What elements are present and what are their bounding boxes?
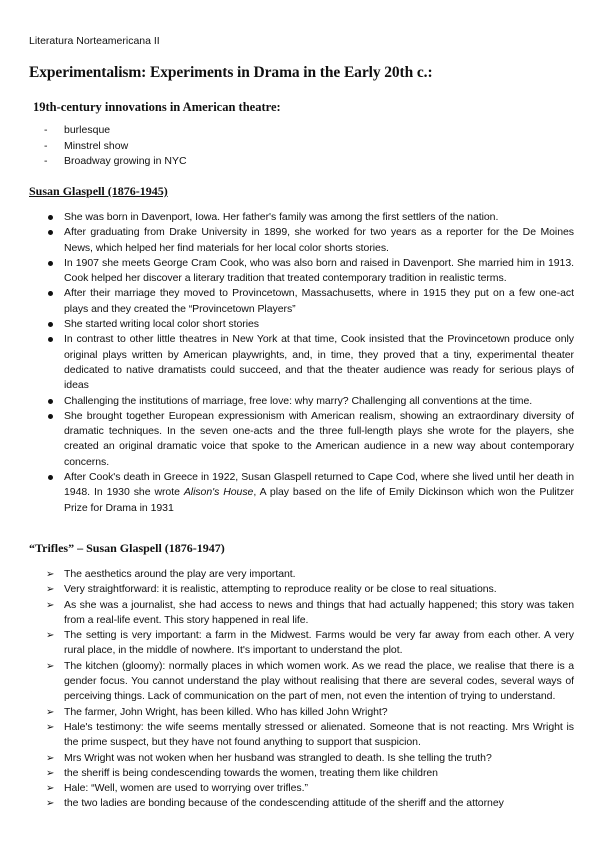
glaspell-bullet-list <box>46 210 574 516</box>
bullet-dot-icon <box>48 475 53 480</box>
bullet-dot-icon <box>48 215 53 220</box>
list-item: After graduating from Drake University in 1899, she worked for two years as a reporter for the De Moines News, which helped her find materials for her local color shorts stories. <box>46 225 574 256</box>
list-item: After Cook's death in Greece in 1922, Susan Glaspell returned to Cape Cod, where she lived until her death in 1948. In 1930 she wrote Alison's House, A play based on the life of Emily Dickinson which won the Pulitzer Prize for Drama in 1931 <box>46 470 574 516</box>
play-title-alisons-house: Alison's House <box>183 486 254 499</box>
arrow-bullet-icon: ➢ <box>46 599 55 611</box>
list-item: She brought together European expressionism with American realism, showing an extraordinary diversity of dramatic techniques. In the seven one-acts and the three full-length plays she wrote for the players, she created an original dramatic voice that spoke to the American audience in a new way about contemporary concerns. <box>46 409 574 470</box>
list-item: After their marriage they moved to Provincetown, Massachusetts, where in 1915 they put on a few one-act plays and they created the “Provincetown Players” <box>46 286 574 317</box>
arrow-bullet-icon: ➢ <box>46 798 55 810</box>
trifles-heading: “Trifles” – Susan Glaspell (1876-1947) <box>29 541 225 555</box>
list-item: ➢ The kitchen (gloomy): normally places in which women work. As we read the place, we realise that there is a gender focus. You cannot understand the play without realising that there are several codes, several ways of perceiving things. Lack of communication on the part of men, not even the intention of trying to understand. <box>46 659 574 703</box>
course-header: Literatura Norteamericana II <box>29 35 160 47</box>
list-item: ➢ Hale: “Well, women are used to worrying over trifles.” <box>46 781 574 796</box>
arrow-bullet-icon: ➢ <box>46 783 55 795</box>
arrow-bullet-icon: ➢ <box>46 584 55 596</box>
arrow-bullet-icon: ➢ <box>46 752 55 764</box>
trifles-arrow-list <box>46 567 574 812</box>
list-item: ➢ the sheriff is being condescending towards the women, treating them like children <box>46 766 574 781</box>
list-item: She was born in Davenport, Iowa. Her father's family was among the first settlers of the nation. <box>46 210 574 225</box>
arrow-bullet-icon: ➢ <box>46 721 55 733</box>
innovations-heading: 19th-century innovations in American theatre: <box>33 100 281 114</box>
innovations-list <box>44 123 187 170</box>
list-item: ➢ The aesthetics around the play are very important. <box>46 567 574 582</box>
glaspell-heading: Susan Glaspell (1876-1945) <box>29 184 168 198</box>
dash-marker: - <box>44 124 48 136</box>
bullet-dot-icon <box>48 261 53 266</box>
list-item: ➢ As she was a journalist, she had access to news and things that had actually happened; this story was taken from a real-life event. This story happened in real life. <box>46 598 574 626</box>
list-item: ➢ The setting is very important: a farm in the Midwest. Farms would be very far away from each other. A very rural place, in the middle of nowhere. It's important to understand the plot. <box>46 629 574 657</box>
list-item: She started writing local color short stories <box>46 317 574 332</box>
dash-marker: - <box>44 155 48 167</box>
arrow-bullet-icon: ➢ <box>46 660 55 672</box>
bullet-dot-icon <box>48 337 53 342</box>
arrow-bullet-icon: ➢ <box>46 630 55 642</box>
bullet-dot-icon <box>48 291 53 296</box>
page-title: Experimentalism: Experiments in Drama in the Early 20th c.: <box>29 64 433 81</box>
list-item: Challenging the institutions of marriage, free love: why marry? Challenging all conventions at the time. <box>46 394 574 409</box>
list-item: ➢ The farmer, John Wright, has been killed. Who has killed John Wright? <box>46 705 574 720</box>
dash-marker: - <box>44 139 48 152</box>
bullet-dot-icon <box>48 322 53 327</box>
bullet-dot-icon <box>48 399 53 404</box>
list-item: ➢ the two ladies are bonding because of the condescending attitude of the sheriff and the attorney <box>46 796 574 811</box>
bullet-dot-icon <box>48 230 53 235</box>
arrow-bullet-icon: ➢ <box>46 767 55 779</box>
list-item: - burlesque <box>44 123 187 139</box>
arrow-bullet-icon: ➢ <box>46 706 55 718</box>
bullet-dot-icon <box>48 414 53 419</box>
arrow-bullet-icon: ➢ <box>46 569 55 580</box>
list-item: - Minstrel show <box>44 139 187 155</box>
list-item: ➢ Very straightforward: it is realistic, attempting to reproduce reality or be close to real situations. <box>46 582 574 597</box>
list-item: ➢ Mrs Wright was not woken when her husband was strangled to death. Is she telling the truth? <box>46 751 574 766</box>
list-item: - Broadway growing in NYC <box>44 154 187 170</box>
list-item: In 1907 she meets George Cram Cook, who was also born and raised in Davenport. She married him in 1913. Cook helped her discover a literary tradition that treated contemporary tradition in realistic terms. <box>46 256 574 287</box>
list-item: In contrast to other little theatres in New York at that time, Cook insisted that the Provincetown produce only original plays written by American playwrights, and, in time, they proved that a tiny, experimental theater dedicated to native dramatists could succeed, and that the theater audience was ready for serious plays of ideas <box>46 332 574 393</box>
list-item: ➢ Hale's testimony: the wife seems mentally stressed or alienated. Someone that is not reacting. Mrs Wright is the prime suspect, but they have not found anything to support that suspicion. <box>46 720 574 749</box>
